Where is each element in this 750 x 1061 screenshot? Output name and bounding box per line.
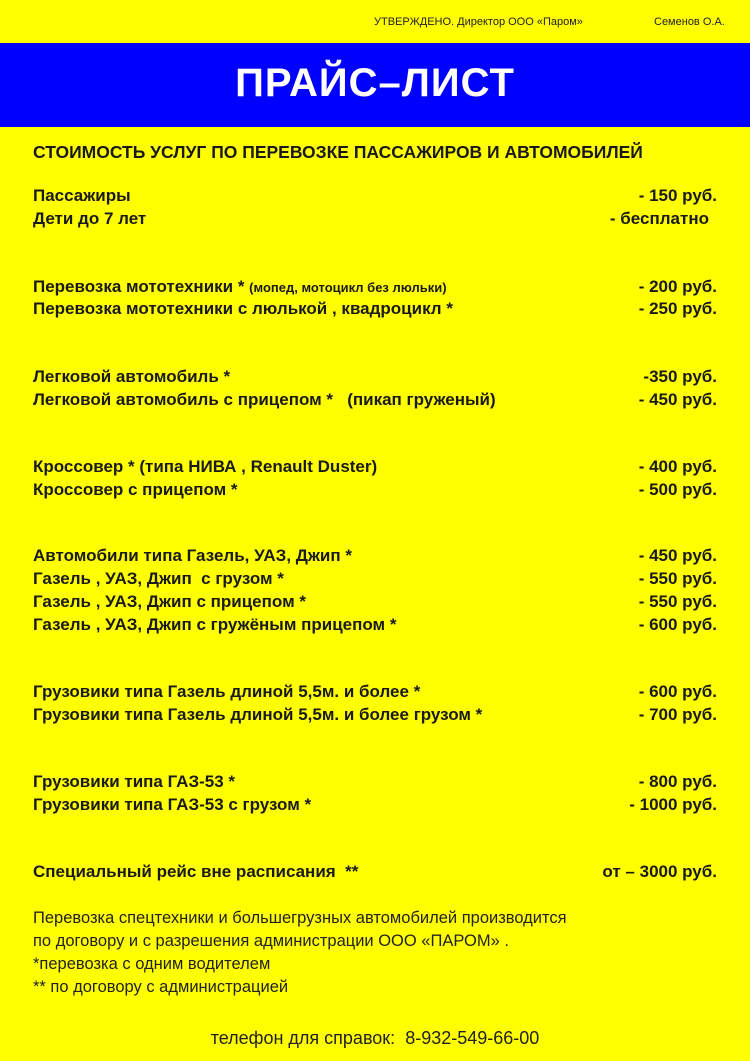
price-row xyxy=(33,795,717,819)
service-price: - 200 руб. xyxy=(638,277,717,296)
service-price: - 550 руб. xyxy=(638,592,717,611)
service-name: Легковой автомобиль * xyxy=(33,367,231,386)
service-price: - 550 руб. xyxy=(638,569,717,588)
service-price: - 600 руб. xyxy=(638,682,717,701)
price-row xyxy=(33,457,717,481)
service-name: Грузовики типа ГАЗ-53 с грузом * xyxy=(33,795,312,814)
service-price: - 250 руб. xyxy=(638,299,717,318)
service-name: Пассажиры xyxy=(33,186,131,205)
price-row xyxy=(33,209,717,233)
price-row xyxy=(33,277,717,301)
signer-name: Семенов О.А. xyxy=(654,16,725,28)
service-name: Газель , УАЗ, Джип с прицепом * xyxy=(33,592,306,611)
service-name: Дети до 7 лет xyxy=(33,209,147,228)
footnote-line: Перевозка спецтехники и большегрузных автомобилей производится xyxy=(33,909,567,927)
service-name: Газель , УАЗ, Джип с гружёным прицепом * xyxy=(33,615,397,634)
section-subtitle: СТОИМОСТЬ УСЛУГ ПО ПЕРЕВОЗКЕ ПАССАЖИРОВ И АВТОМОБИЛЕЙ xyxy=(33,142,643,162)
service-price: - 150 руб. xyxy=(638,186,717,205)
footnote-line: *перевозка с одним водителем xyxy=(33,955,271,973)
service-price: - 1000 руб. xyxy=(629,795,717,814)
service-price: - бесплатно xyxy=(609,209,709,228)
service-price: - 600 руб. xyxy=(638,615,717,634)
price-row xyxy=(33,480,717,504)
service-price: - 450 руб. xyxy=(638,390,717,409)
service-price: -350 руб. xyxy=(643,367,717,386)
service-price: от – 3000 руб. xyxy=(602,862,717,881)
service-name: Перевозка мототехники с люлькой , квадроцикл * xyxy=(33,299,453,318)
service-name: Грузовики типа ГАЗ-53 * xyxy=(33,772,235,791)
service-price: - 400 руб. xyxy=(638,457,717,476)
footnote-line: ** по договору с администрацией xyxy=(33,978,289,996)
service-name: Легковой автомобиль с прицепом * (пикап груженый) xyxy=(33,390,496,409)
footnotes xyxy=(33,907,723,999)
service-name: Кроссовер с прицепом * xyxy=(33,480,238,499)
approval-text: УТВЕРЖДЕНО. Директор ООО «Паром» xyxy=(374,16,583,28)
price-row xyxy=(33,186,717,210)
price-row xyxy=(33,705,717,729)
price-row xyxy=(33,546,717,570)
price-row xyxy=(33,367,717,391)
contact-phone: телефон для справок: 8-932-549-66-00 xyxy=(210,1028,540,1048)
service-name: Газель , УАЗ, Джип с грузом * xyxy=(33,569,284,588)
service-price: - 450 руб. xyxy=(638,546,717,565)
service-name: Перевозка мототехники * (мопед, мотоцикл без люльки) xyxy=(33,277,447,296)
price-row xyxy=(33,299,717,323)
service-name: Грузовики типа Газель длиной 5,5м. и более грузом * xyxy=(33,705,483,724)
service-name: Специальный рейс вне расписания ** xyxy=(33,862,359,881)
footnote-line: по договору и с разрешения администрации ООО «ПАРОМ» . xyxy=(33,932,509,950)
price-row xyxy=(33,569,717,593)
service-price: - 500 руб. xyxy=(638,480,717,499)
service-note: (мопед, мотоцикл без люльки) xyxy=(249,280,447,295)
price-row xyxy=(33,682,717,706)
price-row xyxy=(33,615,717,639)
price-row xyxy=(33,772,717,796)
price-row xyxy=(33,592,717,616)
approval-line xyxy=(0,16,750,36)
service-name: Кроссовер * (типа НИВА , Renault Duster) xyxy=(33,457,378,476)
service-name: Автомобили типа Газель, УАЗ, Джип * xyxy=(33,546,352,565)
price-row xyxy=(33,862,717,886)
page-title: ПРАЙС–ЛИСТ xyxy=(235,61,515,105)
service-name: Грузовики типа Газель длиной 5,5м. и более * xyxy=(33,682,421,701)
price-row xyxy=(33,390,717,414)
title-banner xyxy=(0,43,750,127)
service-price: - 800 руб. xyxy=(638,772,717,791)
service-price: - 700 руб. xyxy=(638,705,717,724)
